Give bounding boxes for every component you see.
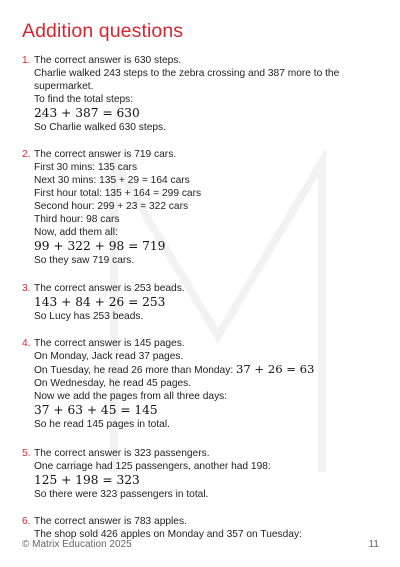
explanation-line: The shop sold 426 apples on Monday and 357 on Tuesday: [34,529,302,540]
footer-copyright: © Matrix Education 2025 [22,539,132,550]
explanation-line: To find the total steps: [34,94,134,105]
answer-statement: The correct answer is 719 cars. [34,149,177,160]
equation: 125 + 198 = 323 [34,473,140,487]
answer-statement: The correct answer is 323 passengers. [34,448,210,459]
explanation-line: On Monday, Jack read 37 pages. [34,351,184,362]
conclusion-line: So Lucy has 253 beads. [34,311,144,322]
explanation-text: On Tuesday, he read 26 more than Monday: [34,365,236,376]
equation: 99 + 322 + 98 = 719 [34,239,166,253]
question-number: 2. [22,149,31,160]
conclusion-line: So Charlie walked 630 steps. [34,122,166,133]
explanation-line: Now, add them all: [34,227,118,238]
explanation-line: Charlie walked 243 steps to the zebra crossing and 387 more to the supermarket. [34,68,340,92]
answer-statement: The correct answer is 145 pages. [34,338,185,349]
answer-statement: The correct answer is 630 steps. [34,55,182,66]
question-1 [22,54,382,134]
explanation-line: Next 30 mins: 135 + 29 = 164 cars [34,175,190,186]
question-number: 6. [22,516,31,527]
explanation-line: One carriage had 125 passengers, another had 198: [34,461,271,472]
explanation-line: First 30 mins: 135 cars [34,162,138,173]
question-number: 1. [22,55,31,66]
question-3 [22,282,382,323]
explanation-line [34,363,382,377]
question-number: 4. [22,338,31,349]
explanation-line: Third hour: 98 cars [34,214,120,225]
question-4 [22,337,382,431]
conclusion-line: So they saw 719 cars. [34,255,135,266]
page-title: Addition questions [22,20,184,42]
conclusion-line: So there were 323 passengers in total. [34,489,209,500]
answer-statement: The correct answer is 783 apples. [34,516,187,527]
question-5 [22,447,382,501]
answer-list [22,54,382,555]
equation: 143 + 84 + 26 = 253 [34,295,166,309]
inline-equation: 37 + 26 = 63 [235,362,315,376]
question-number: 5. [22,448,31,459]
explanation-line: On Wednesday, he read 45 pages. [34,378,192,389]
equation: 37 + 63 + 45 = 145 [34,403,158,417]
equation: 243 + 387 = 630 [34,106,140,120]
explanation-line: Second hour: 299 + 23 = 322 cars [34,201,189,212]
question-2 [22,148,382,267]
conclusion-line: So he read 145 pages in total. [34,419,170,430]
explanation-line: Now we add the pages from all three days: [34,391,228,402]
explanation-line: First hour total: 135 + 164 = 299 cars [34,188,202,199]
footer-page-number: 11 [368,539,379,550]
question-number: 3. [22,283,31,294]
answer-statement: The correct answer is 253 beads. [34,283,185,294]
